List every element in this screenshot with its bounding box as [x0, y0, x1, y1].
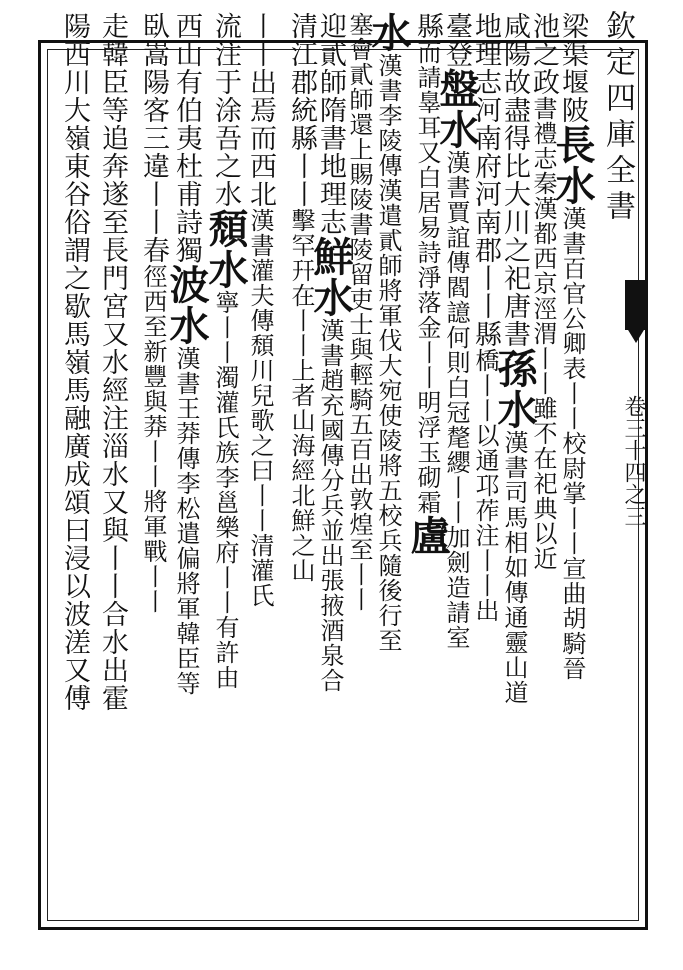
entry-heading-boshui: 波水 [163, 264, 210, 346]
col3-note: 漢書司馬相如傳通靈山道 [500, 430, 528, 705]
col4-note: 橋丨丨以通邛莋注丨丨出 [471, 348, 499, 623]
col4-text-a: 地理志河南府河南郡丨丨縣 [470, 12, 501, 348]
col7-note: 漢書李陵傳漢遣貳師將軍伐大宛使陵將五校兵隨後行至 [374, 53, 402, 653]
entry-heading-changshui: 長水 [549, 124, 596, 206]
col5-note: 漢書賈誼傳閻譩何則白冠氂纓丨丨加劍造請室 [442, 150, 470, 650]
entry-heading-xianshui: 鮮水 [307, 236, 354, 318]
entry-heading-sunshui: 孫水 [491, 348, 538, 430]
col11-text-a: 丨丨出焉而西北 [245, 12, 276, 208]
col1-text-a: 梁渠堰陂 [557, 12, 588, 124]
col16-text: 陽西川大嶺東谷俗謂之歇馬嶺馬融廣成頌曰浸以波溠又傅 [59, 12, 90, 712]
col13-note: 漢書王莽傳李松遣偏將軍韓臣等 [172, 346, 200, 696]
text-column-12 [202, 12, 249, 872]
volume-label: 卷三十四之三 [621, 395, 646, 527]
text-column-15 [92, 12, 132, 872]
col14-note: 徑西至新豐與莽丨丨將軍戰丨丨 [139, 264, 167, 614]
text-column-16 [54, 12, 94, 872]
col6-text-a: 縣 [412, 12, 443, 40]
col12-text-a: 流注于涂吾之水 [210, 12, 241, 208]
text-column-6 [404, 12, 451, 872]
col3-text-a: 咸陽故盡得比大川之祀唐書 [499, 12, 530, 348]
text-column-14 [133, 12, 173, 872]
fish-tail-mark [625, 280, 647, 330]
col5-text-a: 臺登 [441, 12, 472, 68]
entry-heading-lu: 盧 [404, 515, 451, 556]
col6-note: 而請辠耳又白居易詩淨落金丨丨明浮玉砌霜 [413, 40, 441, 515]
col9-text-a: 迎貳師隋書地理志 [315, 12, 346, 236]
text-column-10 [281, 12, 321, 872]
col10-text-a: 清江郡統縣丨丨 [286, 12, 317, 208]
col10-note: 擊罕幵在丨丨上者山海經北鮮之山 [287, 208, 315, 583]
text-column-11 [240, 12, 280, 872]
col15-text: 走韓臣等追奔遂至長門宮又水經注淄水又與丨丨合水出霍 [97, 12, 128, 712]
col12-note: 寧丨丨濁灌氏族李邕樂府丨丨有許由 [211, 290, 239, 690]
col14-text-a: 臥嵩陽客三違丨丨春 [138, 12, 169, 264]
col11-note: 漢書灌夫傳頹川兒歌之曰丨丨清灌氏 [246, 208, 274, 608]
col9-note: 漢書趙充國傳分兵並出張掖酒泉合 [316, 318, 344, 693]
entry-heading-shui: 水 [365, 12, 412, 53]
col2-text-a: 池之政 [528, 12, 559, 96]
col2-note: 書禮志秦漢都西京涇渭丨丨雖不在祀典以近 [529, 96, 557, 571]
col1-note: 漢書百官公卿表丨丨校尉掌丨丨宣曲胡騎晉 [558, 206, 586, 681]
col8-note: 塞會貳師還上賜陵書陵留吏士與輕騎五百出敦煌至丨丨 [345, 12, 373, 612]
entry-heading-tuishui: 頹水 [202, 208, 249, 290]
col13-text-a: 西山有伯夷杜甫詩獨 [171, 12, 202, 264]
fish-tail-point [625, 325, 647, 343]
book-title: 欽定四庫全書 [600, 10, 635, 226]
entry-heading-panshui: 盤水 [433, 68, 480, 150]
